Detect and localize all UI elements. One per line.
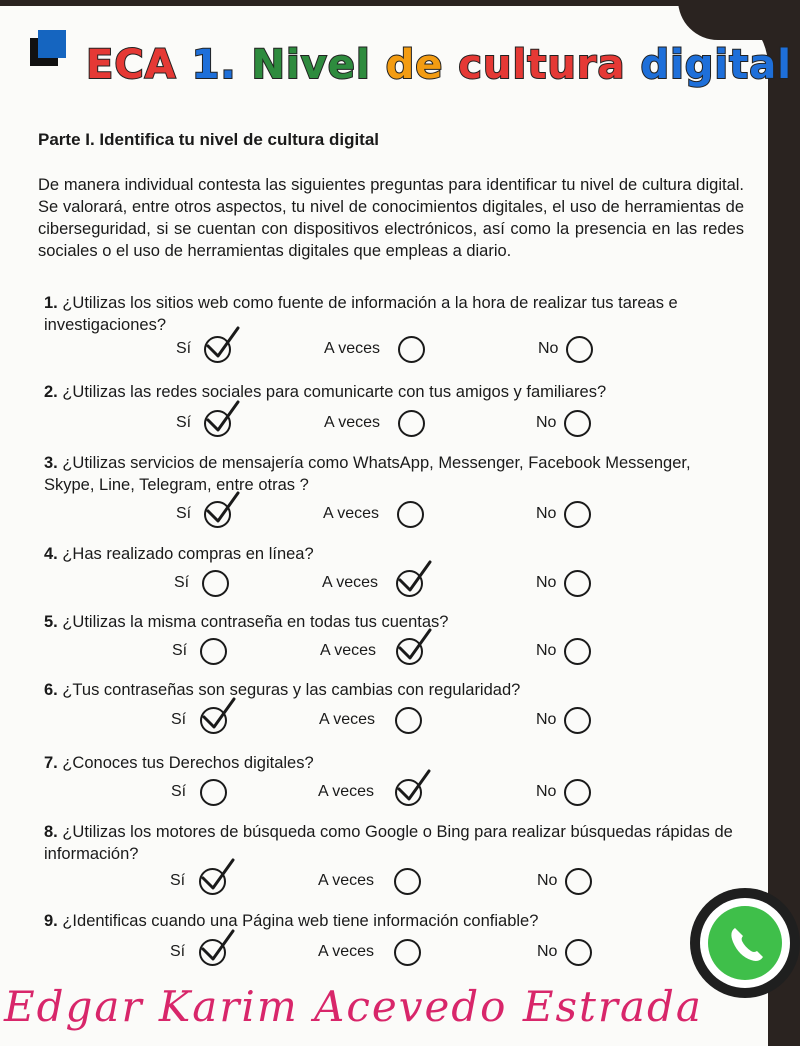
option-label-no: No xyxy=(536,783,557,800)
question-9 xyxy=(44,910,744,932)
option-label-no: No xyxy=(536,711,557,728)
option-label-yes: Sí xyxy=(176,340,192,357)
part-heading: Parte I. Identifica tu nivel de cultura digital xyxy=(38,130,380,149)
question-text: ¿Tus contraseñas son seguras y las cambias con regularidad? xyxy=(57,681,521,699)
option-label-yes: Sí xyxy=(176,414,192,431)
question-text: ¿Utilizas las redes sociales para comunicarte con tus amigos y familiares? xyxy=(57,383,607,401)
question-number: 3. xyxy=(44,454,58,472)
title-part-number: 1. xyxy=(191,42,237,88)
option-label-no: No xyxy=(536,642,557,659)
title-part-digital: digital xyxy=(640,42,792,88)
whatsapp-icon xyxy=(690,888,800,998)
option-circle-no[interactable] xyxy=(564,501,591,528)
question-number: 7. xyxy=(44,754,58,772)
question-number: 4. xyxy=(44,545,58,563)
question-text: ¿Conoces tus Derechos digitales? xyxy=(57,754,314,772)
option-label-sometimes: A veces xyxy=(318,872,375,889)
title-part-de: de xyxy=(385,42,444,88)
option-circle-sometimes[interactable] xyxy=(394,868,421,895)
question-text: ¿Has realizado compras en línea? xyxy=(57,545,314,563)
student-signature: Edgar Karim Acevedo Estrada xyxy=(4,982,703,1031)
option-label-sometimes: A veces xyxy=(324,340,381,357)
option-label-no: No xyxy=(538,340,559,357)
option-label-no: No xyxy=(536,574,557,591)
question-8 xyxy=(44,821,744,865)
option-label-yes: Sí xyxy=(170,943,186,960)
option-circle-sometimes[interactable] xyxy=(394,939,421,966)
check-mark-icon xyxy=(393,767,433,807)
option-label-sometimes: A veces xyxy=(319,711,376,728)
option-circle-no[interactable] xyxy=(566,336,593,363)
option-circle-sometimes[interactable] xyxy=(398,410,425,437)
worksheet-page xyxy=(0,6,768,1046)
question-6 xyxy=(44,679,744,701)
option-label-sometimes: A veces xyxy=(320,642,377,659)
question-number: 9. xyxy=(44,912,58,930)
instructions-text: De manera individual contesta las siguientes preguntas para identificar tu nivel de cultura digital. Se valorará, entre otros aspectos, tu nivel de conocimientos digitales, el uso de herramientas de ciberseguridad, si se cuentan con dispositivos electrónicos, así como la presencia en las redes sociales o el uso de herramientas digitales que empleas a diario. xyxy=(38,176,744,260)
option-label-yes: Sí xyxy=(172,642,188,659)
title-part-cultura: cultura xyxy=(458,42,626,88)
option-circle-sometimes[interactable] xyxy=(397,501,424,528)
option-circle-yes[interactable] xyxy=(200,638,227,665)
option-label-yes: Sí xyxy=(174,574,190,591)
question-number: 6. xyxy=(44,681,58,699)
check-mark-icon xyxy=(202,324,242,364)
check-mark-icon xyxy=(197,856,237,896)
question-text: ¿Utilizas los motores de búsqueda como Google o Bing para realizar búsquedas rápidas de información? xyxy=(44,823,733,863)
check-mark-icon xyxy=(198,695,238,735)
title-part-nivel: Nivel xyxy=(251,42,371,88)
check-mark-icon xyxy=(394,626,434,666)
title-part-eca: ECA xyxy=(86,42,177,88)
option-label-yes: Sí xyxy=(171,711,187,728)
question-number: 5. xyxy=(44,613,58,631)
option-label-no: No xyxy=(537,872,558,889)
question-text: ¿Utilizas la misma contraseña en todas tus cuentas? xyxy=(57,613,449,631)
option-circle-no[interactable] xyxy=(565,868,592,895)
question-2 xyxy=(44,381,744,403)
check-mark-icon xyxy=(197,927,237,967)
option-label-no: No xyxy=(536,505,557,522)
question-number: 2. xyxy=(44,383,58,401)
question-text: ¿Utilizas los sitios web como fuente de información a la hora de realizar tus tareas e investigaciones? xyxy=(44,294,678,334)
check-mark-icon xyxy=(394,558,434,598)
option-circle-no[interactable] xyxy=(564,410,591,437)
option-circle-yes[interactable] xyxy=(202,570,229,597)
option-label-sometimes: A veces xyxy=(324,414,381,431)
option-label-sometimes: A veces xyxy=(323,505,380,522)
option-label-yes: Sí xyxy=(171,783,187,800)
option-circle-no[interactable] xyxy=(564,638,591,665)
question-number: 8. xyxy=(44,823,58,841)
option-circle-yes[interactable] xyxy=(200,779,227,806)
option-label-no: No xyxy=(537,943,558,960)
check-mark-icon xyxy=(202,489,242,529)
question-text: ¿Identificas cuando una Página web tiene información confiable? xyxy=(57,912,539,930)
option-label-yes: Sí xyxy=(176,505,192,522)
option-label-yes: Sí xyxy=(170,872,186,889)
worksheet-title xyxy=(86,42,792,102)
blue-square-logo-icon xyxy=(30,30,66,66)
option-label-sometimes: A veces xyxy=(322,574,379,591)
question-number: 1. xyxy=(44,294,58,312)
option-circle-no[interactable] xyxy=(564,707,591,734)
question-3 xyxy=(44,452,744,496)
option-circle-no[interactable] xyxy=(564,570,591,597)
question-1 xyxy=(44,292,744,336)
option-label-sometimes: A veces xyxy=(318,783,375,800)
question-text: ¿Utilizas servicios de mensajería como WhatsApp, Messenger, Facebook Messenger, Skype, Line, Telegram, entre otras ? xyxy=(44,454,691,494)
option-circle-sometimes[interactable] xyxy=(395,707,422,734)
option-circle-no[interactable] xyxy=(565,939,592,966)
check-mark-icon xyxy=(202,398,242,438)
option-circle-sometimes[interactable] xyxy=(398,336,425,363)
option-label-sometimes: A veces xyxy=(318,943,375,960)
option-circle-no[interactable] xyxy=(564,779,591,806)
option-label-no: No xyxy=(536,414,557,431)
